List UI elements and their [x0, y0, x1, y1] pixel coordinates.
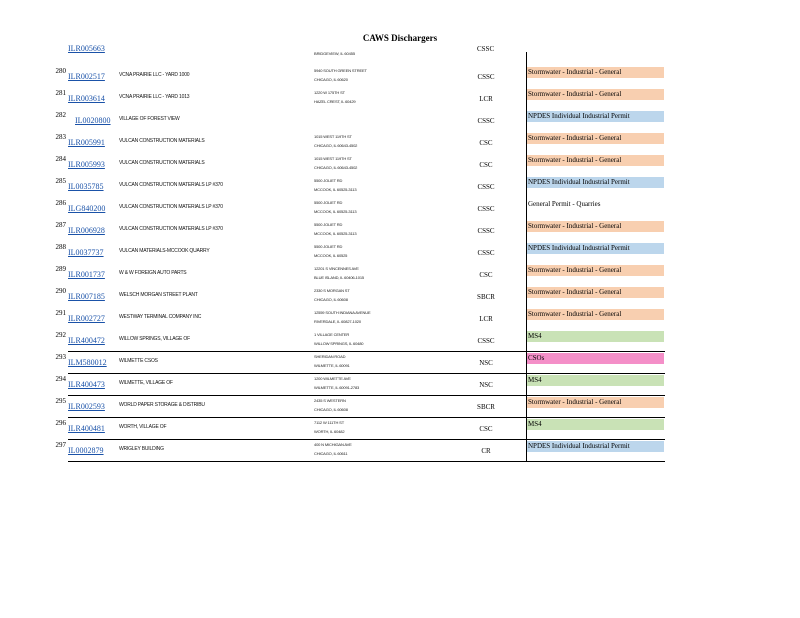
address-line: WILLOW SPRINGS, IL 60480	[314, 341, 364, 346]
facility-name: VULCAN MATERIALS-MCCOOK QUARRY	[119, 248, 210, 254]
waterbody: NSC	[479, 381, 493, 389]
address	[314, 286, 350, 304]
table-row	[0, 286, 800, 308]
table-row	[0, 110, 800, 132]
address-line: CHICAGO, IL 60608	[314, 297, 348, 302]
row-number: 297	[55, 441, 66, 449]
row-number: 280	[55, 67, 66, 75]
address-line: WILMETTE, IL 60091-2783	[314, 385, 360, 390]
address	[314, 88, 355, 106]
facility-name: W & W FOREIGN AUTO PARTS	[119, 270, 187, 276]
waterbody: CSC	[479, 139, 493, 147]
address-line: MCCOOK, IL 60525	[314, 253, 348, 258]
address	[314, 396, 348, 414]
address-line: 5500 JOLIET RD	[314, 222, 343, 227]
permit-type: NPDES Individual Industrial Permit	[527, 177, 664, 188]
address-line: CHICAGO, IL 60643-4502	[314, 165, 358, 170]
waterbody: CSC	[479, 425, 493, 433]
address-line: WORTH, IL 60482	[314, 429, 345, 434]
waterbody: CSC	[479, 271, 493, 279]
row-number: 295	[55, 397, 66, 405]
address	[314, 154, 357, 172]
permit-type: Stormwater - Industrial - General	[527, 309, 664, 320]
facility-name: VULCAN CONSTRUCTION MATERIALS LP #370	[119, 182, 223, 188]
permit-id-link[interactable]: ILR005991	[68, 138, 105, 147]
waterbody: LCR	[479, 315, 493, 323]
facility-name: VULCAN CONSTRUCTION MATERIALS LP #370	[119, 226, 223, 232]
address	[314, 264, 364, 282]
waterbody: NSC	[479, 359, 493, 367]
address	[314, 176, 356, 194]
row-divider	[68, 417, 665, 418]
permit-id-link[interactable]: ILR400481	[68, 424, 105, 433]
permit-id-link[interactable]: IL0002879	[68, 446, 104, 455]
permit-id-link[interactable]: ILR006928	[68, 226, 105, 235]
address-line: WILMETTE, IL 60091	[314, 363, 350, 368]
address-line: 1015 WEST 119TH ST	[314, 156, 352, 161]
column-divider	[526, 52, 527, 462]
waterbody: CSSC	[477, 73, 495, 81]
waterbody: CSSC	[477, 227, 495, 235]
waterbody: CSSC	[477, 337, 495, 345]
address	[314, 352, 350, 370]
facility-name: VULCAN CONSTRUCTION MATERIALS	[119, 160, 205, 166]
address	[314, 132, 357, 150]
facility-name: WRIGLEY BUILDING	[119, 446, 164, 452]
row-number: 290	[55, 287, 66, 295]
row-number: 291	[55, 309, 66, 317]
permit-id-link[interactable]: ILR001737	[68, 270, 105, 279]
address	[314, 418, 344, 436]
address-line: SHERIDAN ROAD	[314, 354, 346, 359]
permit-type: Stormwater - Industrial - General	[527, 89, 664, 100]
waterbody: SBCR	[477, 403, 495, 411]
table-row	[0, 220, 800, 242]
table-row	[0, 132, 800, 154]
facility-name: WORTH, VILLAGE OF	[119, 424, 167, 430]
row-number: 284	[55, 155, 66, 163]
permit-id-link[interactable]: ILR003614	[68, 94, 105, 103]
facility-name: VULCAN CONSTRUCTION MATERIALS LP #370	[119, 204, 223, 210]
facility-name: VCNA PRAIRIE LLC - YARD 1013	[119, 94, 190, 100]
address-line: 5500 JOLIET RD	[314, 178, 343, 183]
address	[314, 198, 356, 216]
permit-id-link[interactable]: ILR002727	[68, 314, 105, 323]
address	[314, 220, 356, 238]
row-number: 289	[55, 265, 66, 273]
facility-name: WESTWAY TERMINAL COMPANY INC	[119, 314, 202, 320]
address-line: 12559 SOUTH INDIANA AVENUE	[314, 310, 371, 315]
facility-name: VULCAN CONSTRUCTION MATERIALS	[119, 138, 205, 144]
address-line: 12201 S VINCENNES AVE	[314, 266, 359, 271]
row-divider	[68, 351, 665, 352]
permit-id-link[interactable]: IL0037737	[68, 248, 104, 257]
permit-id-link[interactable]: ILR007185	[68, 292, 105, 301]
permit-type: Stormwater - Industrial - General	[527, 155, 664, 166]
waterbody: CSSC	[477, 45, 495, 53]
address	[314, 440, 352, 458]
address-line: 1015 WEST 119TH ST	[314, 134, 352, 139]
address-line: 5940 SOUTH GREEN STREET	[314, 68, 367, 73]
permit-type: MS4	[527, 375, 664, 386]
facility-name: WILMETTE, VILLAGE OF	[119, 380, 173, 386]
permit-id-link[interactable]: ILR002517	[68, 72, 105, 81]
permit-type: Stormwater - Industrial - General	[527, 133, 664, 144]
address-line: 2330 S MORGAN ST	[314, 288, 350, 293]
waterbody: CSSC	[477, 183, 495, 191]
address: BRIDGEVIEW, IL 60455	[314, 51, 355, 56]
address-line: MCCOOK, IL 60525-3113	[314, 231, 357, 236]
address-line: 1220 W 175TH ST	[314, 90, 345, 95]
row-number: 283	[55, 133, 66, 141]
table-row	[0, 440, 800, 462]
address	[314, 308, 371, 326]
address-line: 7112 W 111TH ST	[314, 420, 344, 425]
row-divider	[68, 439, 665, 440]
facility-name: VCNA PRAIRIE LLC - YARD 1000	[119, 72, 190, 78]
permit-type: CSOs	[527, 353, 664, 364]
facility-name: WORLD PAPER STORAGE & DISTRIBU	[119, 402, 205, 408]
address-line: HAZEL CREST, IL 60429	[314, 99, 356, 104]
table-row	[0, 176, 800, 198]
permit-id-link[interactable]: ILG840200	[68, 204, 106, 213]
permit-id-link[interactable]: IL0035785	[68, 182, 104, 191]
waterbody: LCR	[479, 95, 493, 103]
permit-id-link[interactable]: ILR400472	[68, 336, 105, 345]
waterbody: CR	[481, 447, 491, 455]
table-row	[0, 198, 800, 220]
address	[314, 374, 359, 392]
address-line: 5500 JOLIET RD	[314, 200, 343, 205]
facility-name: WILLOW SPRINGS, VILLAGE OF	[119, 336, 190, 342]
page-title: CAWS Dischargers	[362, 33, 438, 43]
address-line: RIVERDALE, IL 60827-1020	[314, 319, 361, 324]
waterbody: CSSC	[477, 117, 495, 125]
permit-type: Stormwater - Industrial - General	[527, 221, 664, 232]
permit-id-link[interactable]: ILR400473	[68, 380, 105, 389]
table-row	[0, 374, 800, 396]
row-number: 287	[55, 221, 66, 229]
table-row	[0, 264, 800, 286]
row-number: 282	[55, 111, 66, 119]
table-row	[0, 330, 800, 352]
address-line: CHICAGO, IL 60608	[314, 407, 348, 412]
address-line: 1 VILLAGE CENTER	[314, 332, 350, 337]
partial-row	[68, 44, 668, 58]
permit-id-link[interactable]: ILR005663	[68, 44, 105, 53]
permit-type: NPDES Individual Industrial Permit	[527, 111, 664, 122]
address-line: 5500 JOLIET RD	[314, 244, 343, 249]
waterbody: CSSC	[477, 205, 495, 213]
waterbody: CSSC	[477, 249, 495, 257]
table-row	[0, 352, 800, 374]
address	[314, 242, 347, 260]
table-row	[0, 88, 800, 110]
table-row	[0, 66, 800, 88]
table-row	[0, 242, 800, 264]
table-row	[0, 396, 800, 418]
facility-name: VILLAGE OF FOREST VIEW	[119, 116, 180, 122]
address-line: MCCOOK, IL 60525-3113	[314, 187, 357, 192]
table-row	[0, 154, 800, 176]
permit-type: NPDES Individual Industrial Permit	[527, 441, 664, 452]
table-row	[0, 308, 800, 330]
row-number: 285	[55, 177, 66, 185]
permit-id-link[interactable]: ILR002593	[68, 402, 105, 411]
permit-type: Stormwater - Industrial - General	[527, 287, 664, 298]
address	[314, 66, 367, 84]
row-number: 294	[55, 375, 66, 383]
permit-type: Stormwater - Industrial - General	[527, 397, 664, 408]
permit-type: Stormwater - Industrial - General	[527, 67, 664, 78]
permit-type: General Permit - Quarries	[527, 199, 664, 210]
address	[314, 330, 363, 348]
facility-name: WELSCH MORGAN STREET PLANT	[119, 292, 198, 298]
row-number: 286	[55, 199, 66, 207]
permit-id-link[interactable]: ILR005993	[68, 160, 105, 169]
address-line: 1200 WILMETTE AVE	[314, 376, 351, 381]
address-line: CHICAGO, IL 60643-4502	[314, 143, 358, 148]
address-line: 2435 S WESTERN	[314, 398, 346, 403]
permit-type: MS4	[527, 419, 664, 430]
row-divider	[68, 373, 665, 374]
row-divider	[68, 461, 665, 462]
waterbody: SBCR	[477, 293, 495, 301]
waterbody: CSC	[479, 161, 493, 169]
address-line: CHICAGO, IL 60611	[314, 451, 348, 456]
facility-name: WILMETTE CSOS	[119, 358, 158, 364]
address-line: BLUE ISLAND, IL 60406-1015	[314, 275, 364, 280]
address-line: 400 N MICHIGAN AVE	[314, 442, 352, 447]
address-line: MCCOOK, IL 60525-3113	[314, 209, 357, 214]
permit-type: NPDES Individual Industrial Permit	[527, 243, 664, 254]
permit-type: Stormwater - Industrial - General	[527, 265, 664, 276]
permit-type: MS4	[527, 331, 664, 342]
row-number: 292	[55, 331, 66, 339]
row-number: 293	[55, 353, 66, 361]
row-divider	[68, 395, 665, 396]
permit-id-link[interactable]: IL0020800	[75, 116, 111, 125]
row-number: 296	[55, 419, 66, 427]
table-row	[0, 418, 800, 440]
permit-id-link[interactable]: ILM580012	[68, 358, 107, 367]
row-number: 288	[55, 243, 66, 251]
row-number: 281	[55, 89, 66, 97]
address-line: CHICAGO, IL 60620	[314, 77, 348, 82]
